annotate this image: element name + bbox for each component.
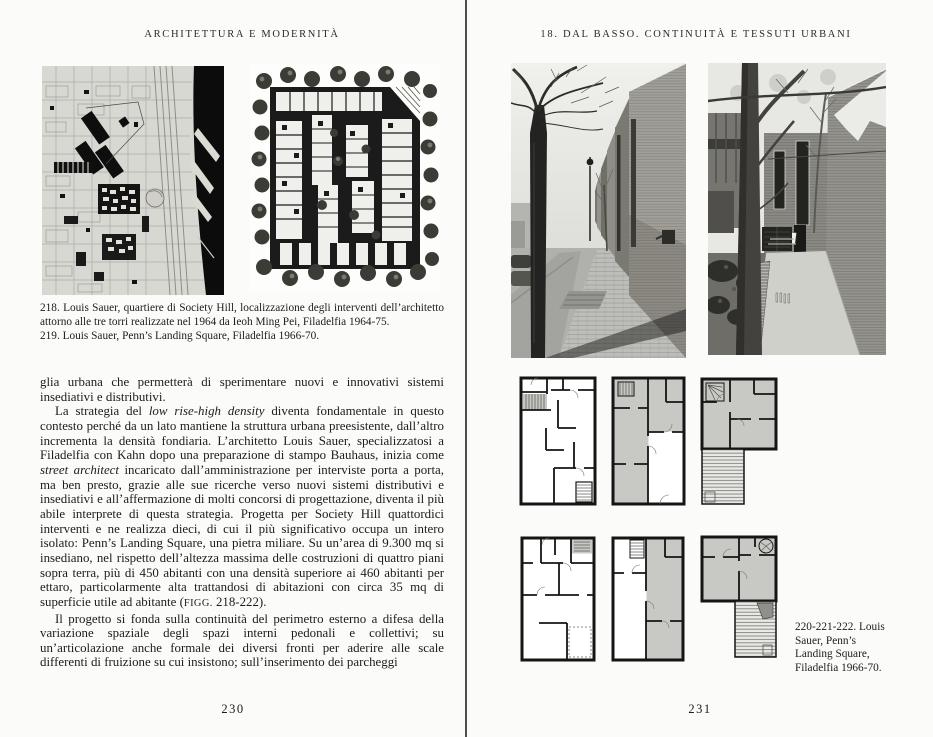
page-divider <box>465 0 467 737</box>
floor-plan-3-image <box>699 374 780 511</box>
street-photo-image <box>511 63 686 358</box>
figure-219-site-plan <box>250 63 440 292</box>
floor-plan-1 <box>518 372 598 509</box>
figure-reference: FIGG. <box>183 597 213 609</box>
figure-captions-left <box>40 302 444 344</box>
body-paragraph-1: glia urbana che permetterà di sperimentare nuovi e innovativi sistemi insediativi e distributivi. <box>40 375 444 404</box>
figure-218-society-hill-map <box>42 66 224 295</box>
running-head-left: ARCHITETTURA E MODERNITÀ <box>144 29 340 40</box>
page-number-left: 230 <box>221 702 245 716</box>
floor-plan-2-image <box>610 372 687 509</box>
floor-plan-4 <box>519 533 597 666</box>
society-hill-map-image <box>42 66 224 295</box>
figure-220-street-photo <box>511 63 686 358</box>
site-plan-image <box>250 63 440 292</box>
figure-221-courtyard-photo <box>708 63 886 355</box>
floor-plan-1-image <box>518 372 598 509</box>
caption-218: 218. Louis Sauer, quartiere di Society Hill, localizzazione degli interventi dell’architetto attorno alle tre torri realizzate nel 1964 da Ieoh Ming Pei, Filadelfia 1964-75. <box>40 302 444 328</box>
courtyard-photo-image <box>708 63 886 355</box>
body-paragraph-3: Il progetto si fonda sulla continuità del perimetro esterno a difesa della variazione spaziale degli spazi interni pedonali e collettivi; su un’articolazione anche formale dei diversi fronti per aderire alle scale differenti di fruizione su cui insistono; sull’inserimento dei parcheggi <box>40 611 444 670</box>
body-text <box>40 375 444 670</box>
floor-plan-3 <box>699 374 780 511</box>
floor-plan-6-image <box>699 533 780 666</box>
floor-plan-5 <box>610 533 686 666</box>
caption-219: 219. Louis Sauer, Penn’s Landing Square, Filadelfia 1966-70. <box>40 329 320 342</box>
floor-plan-6 <box>699 533 780 666</box>
floor-plan-5-image <box>610 533 686 666</box>
floor-plan-2 <box>610 372 687 509</box>
floor-plan-4-image <box>519 533 597 666</box>
caption-220-222: 220-221-222. Louis Sauer, Penn’s Landing Square, Filadelfia 1966-70. <box>795 621 885 675</box>
body-paragraph-2: La strategia del low rise-high density diventa fondamentale in questo contesto perché da un lato mantiene la struttura urbana preesistente, dall’altro incrementa la densità fondiaria. L’architetto Louis Sauer, specializzatosi a Filadelfia con Kahn dopo una preparazione di stampo Bauhaus, inizia come street architect incaricato dall’amministrazione per interviste porta a porta, ma ben presto, grazie alle sue ricerche verso nuovi sistemi distributivi e insediativi e all’affermazione di molti concorsi di progettazione, diventa il più abile interprete di questa strategia. Progetta per Society Hill quattordici interventi e ne realizza dieci, di cui il più significativo occupa un intero isolato: Penn’s Landing Square, una pietra miliare. Su un’area di 9.300 mq si insediano, nel rispetto dell’altezza massima delle costruzioni di quattro piani sopra terra, più di 450 abitanti con una densità superiore ai 460 abitanti per ettaro, particolarmente alta trattandosi di abitazioni con circa 35 mq di superficie utile ad abitante (FIGG. 218-222). <box>40 404 444 609</box>
page-number-right: 231 <box>688 702 712 716</box>
running-head-right: 18. DAL BASSO. CONTINUITÀ E TESSUTI URBANI <box>540 29 852 40</box>
